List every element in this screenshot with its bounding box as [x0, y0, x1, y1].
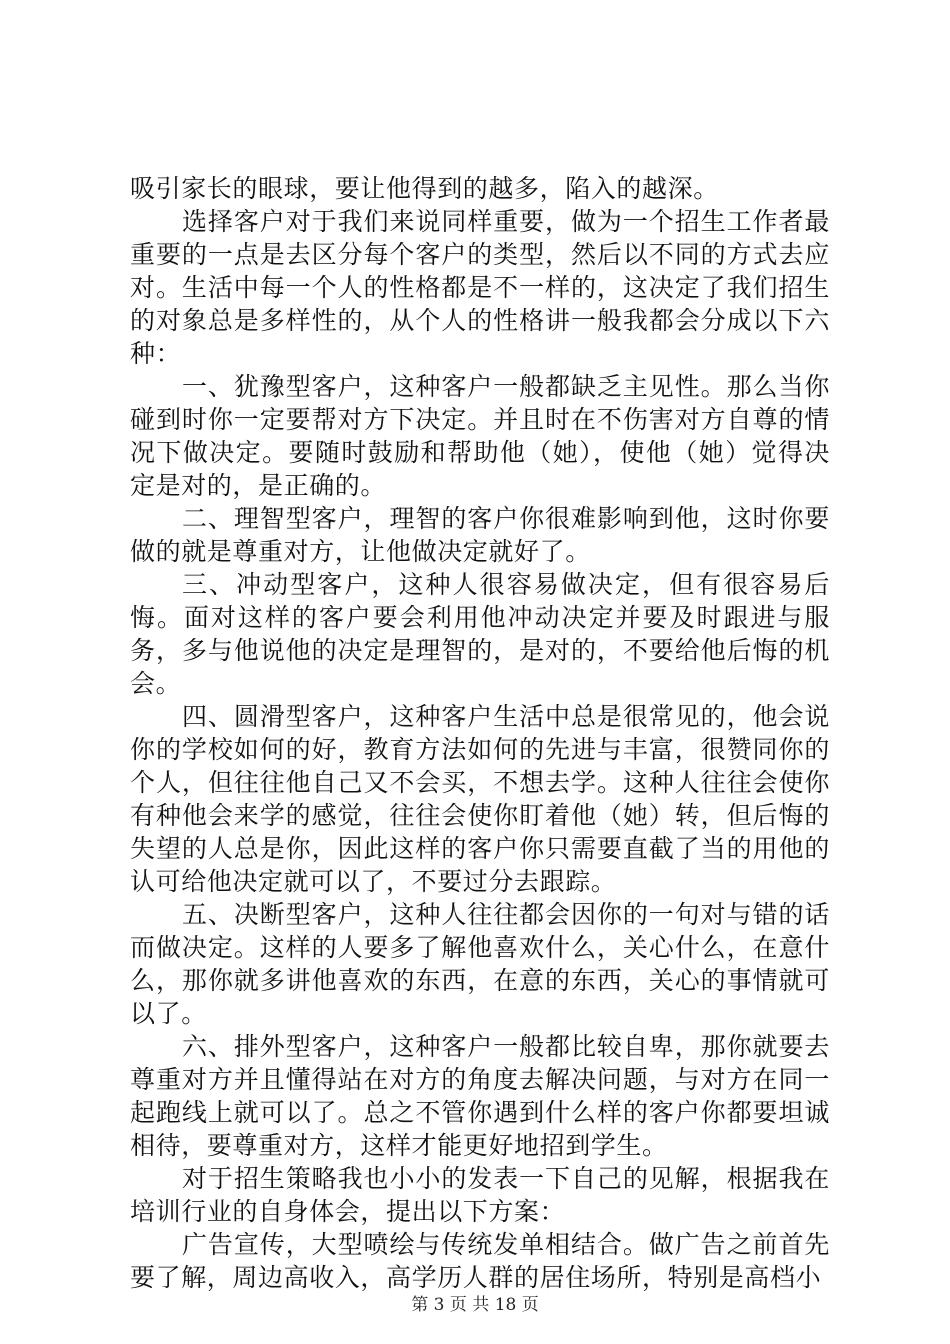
paragraph-9: 对于招生策略我也小小的发表一下自己的见解，根据我在培训行业的自身体会，提出以下方案：: [130, 1164, 830, 1226]
paragraph-7: 五、决断型客户，这种人往往都会因你的一句对与错的话而做决定。这样的人要多了解他喜欢什么，关心什么，在意什么，那你就多讲他喜欢的东西，在意的东西，关心的事情就可以了。: [130, 900, 830, 1028]
paragraph-1: 吸引家长的眼球，要让他得到的越多，陷入的越深。: [130, 174, 719, 203]
page-footer: [0, 1294, 950, 1316]
paragraph-4: 二、理智型客户，理智的客户你很难影响到他，这时你要做的就是尊重对方，让他做决定就好了。: [130, 504, 830, 566]
paragraph-10: 广告宣传，大型喷绘与传统发单相结合。做广告之前首先要了解，周边高收入，高学历人群的居住场所，特别是高档小: [130, 1230, 830, 1292]
document-body: [130, 172, 830, 1294]
paragraph-5: 三、冲动型客户，这种人很容易做决定，但有很容易后悔。面对这样的客户要会利用他冲动决定并要及时跟进与服务，多与他说他的决定是理智的，是对的，不要给他后悔的机会。: [130, 570, 830, 698]
paragraph-6: 四、圆滑型客户，这种客户生活中总是很常见的，他会说你的学校如何的好，教育方法如何的先进与丰富，很赞同你的个人，但往往他自己又不会买，不想去学。这种人往往会使你有种他会来学的感觉，往往会使你盯着他（她）转，但后悔的失望的人总是你，因此这样的客户你只需要直截了当的用他的认可给他决定就可以了，不要过分去跟踪。: [130, 702, 830, 896]
paragraph-8: 六、排外型客户，这种客户一般都比较自卑，那你就要去尊重对方并且懂得站在对方的角度去解决问题，与对方在同一起跑线上就可以了。总之不管你遇到什么样的客户你都要坦诚相待，要尊重对方，这样才能更好地招到学生。: [130, 1032, 830, 1160]
page-number-label: 第 3 页 共 18 页: [411, 1295, 539, 1315]
paragraph-2: 选择客户对于我们来说同样重要，做为一个招生工作者最重要的一点是去区分每个客户的类型，然后以不同的方式去应对。生活中每一个人的性格都是不一样的，这决定了我们招生的对象总是多样性的，从个人的性格讲一般我都会分成以下六种：: [130, 207, 830, 368]
paragraph-3: 一、犹豫型客户，这种客户一般都缺乏主见性。那么当你碰到时你一定要帮对方下决定。并且时在不伤害对方自尊的情况下做决定。要随时鼓励和帮助他（她），使他（她）觉得决定是对的，是正确的。: [130, 372, 830, 500]
